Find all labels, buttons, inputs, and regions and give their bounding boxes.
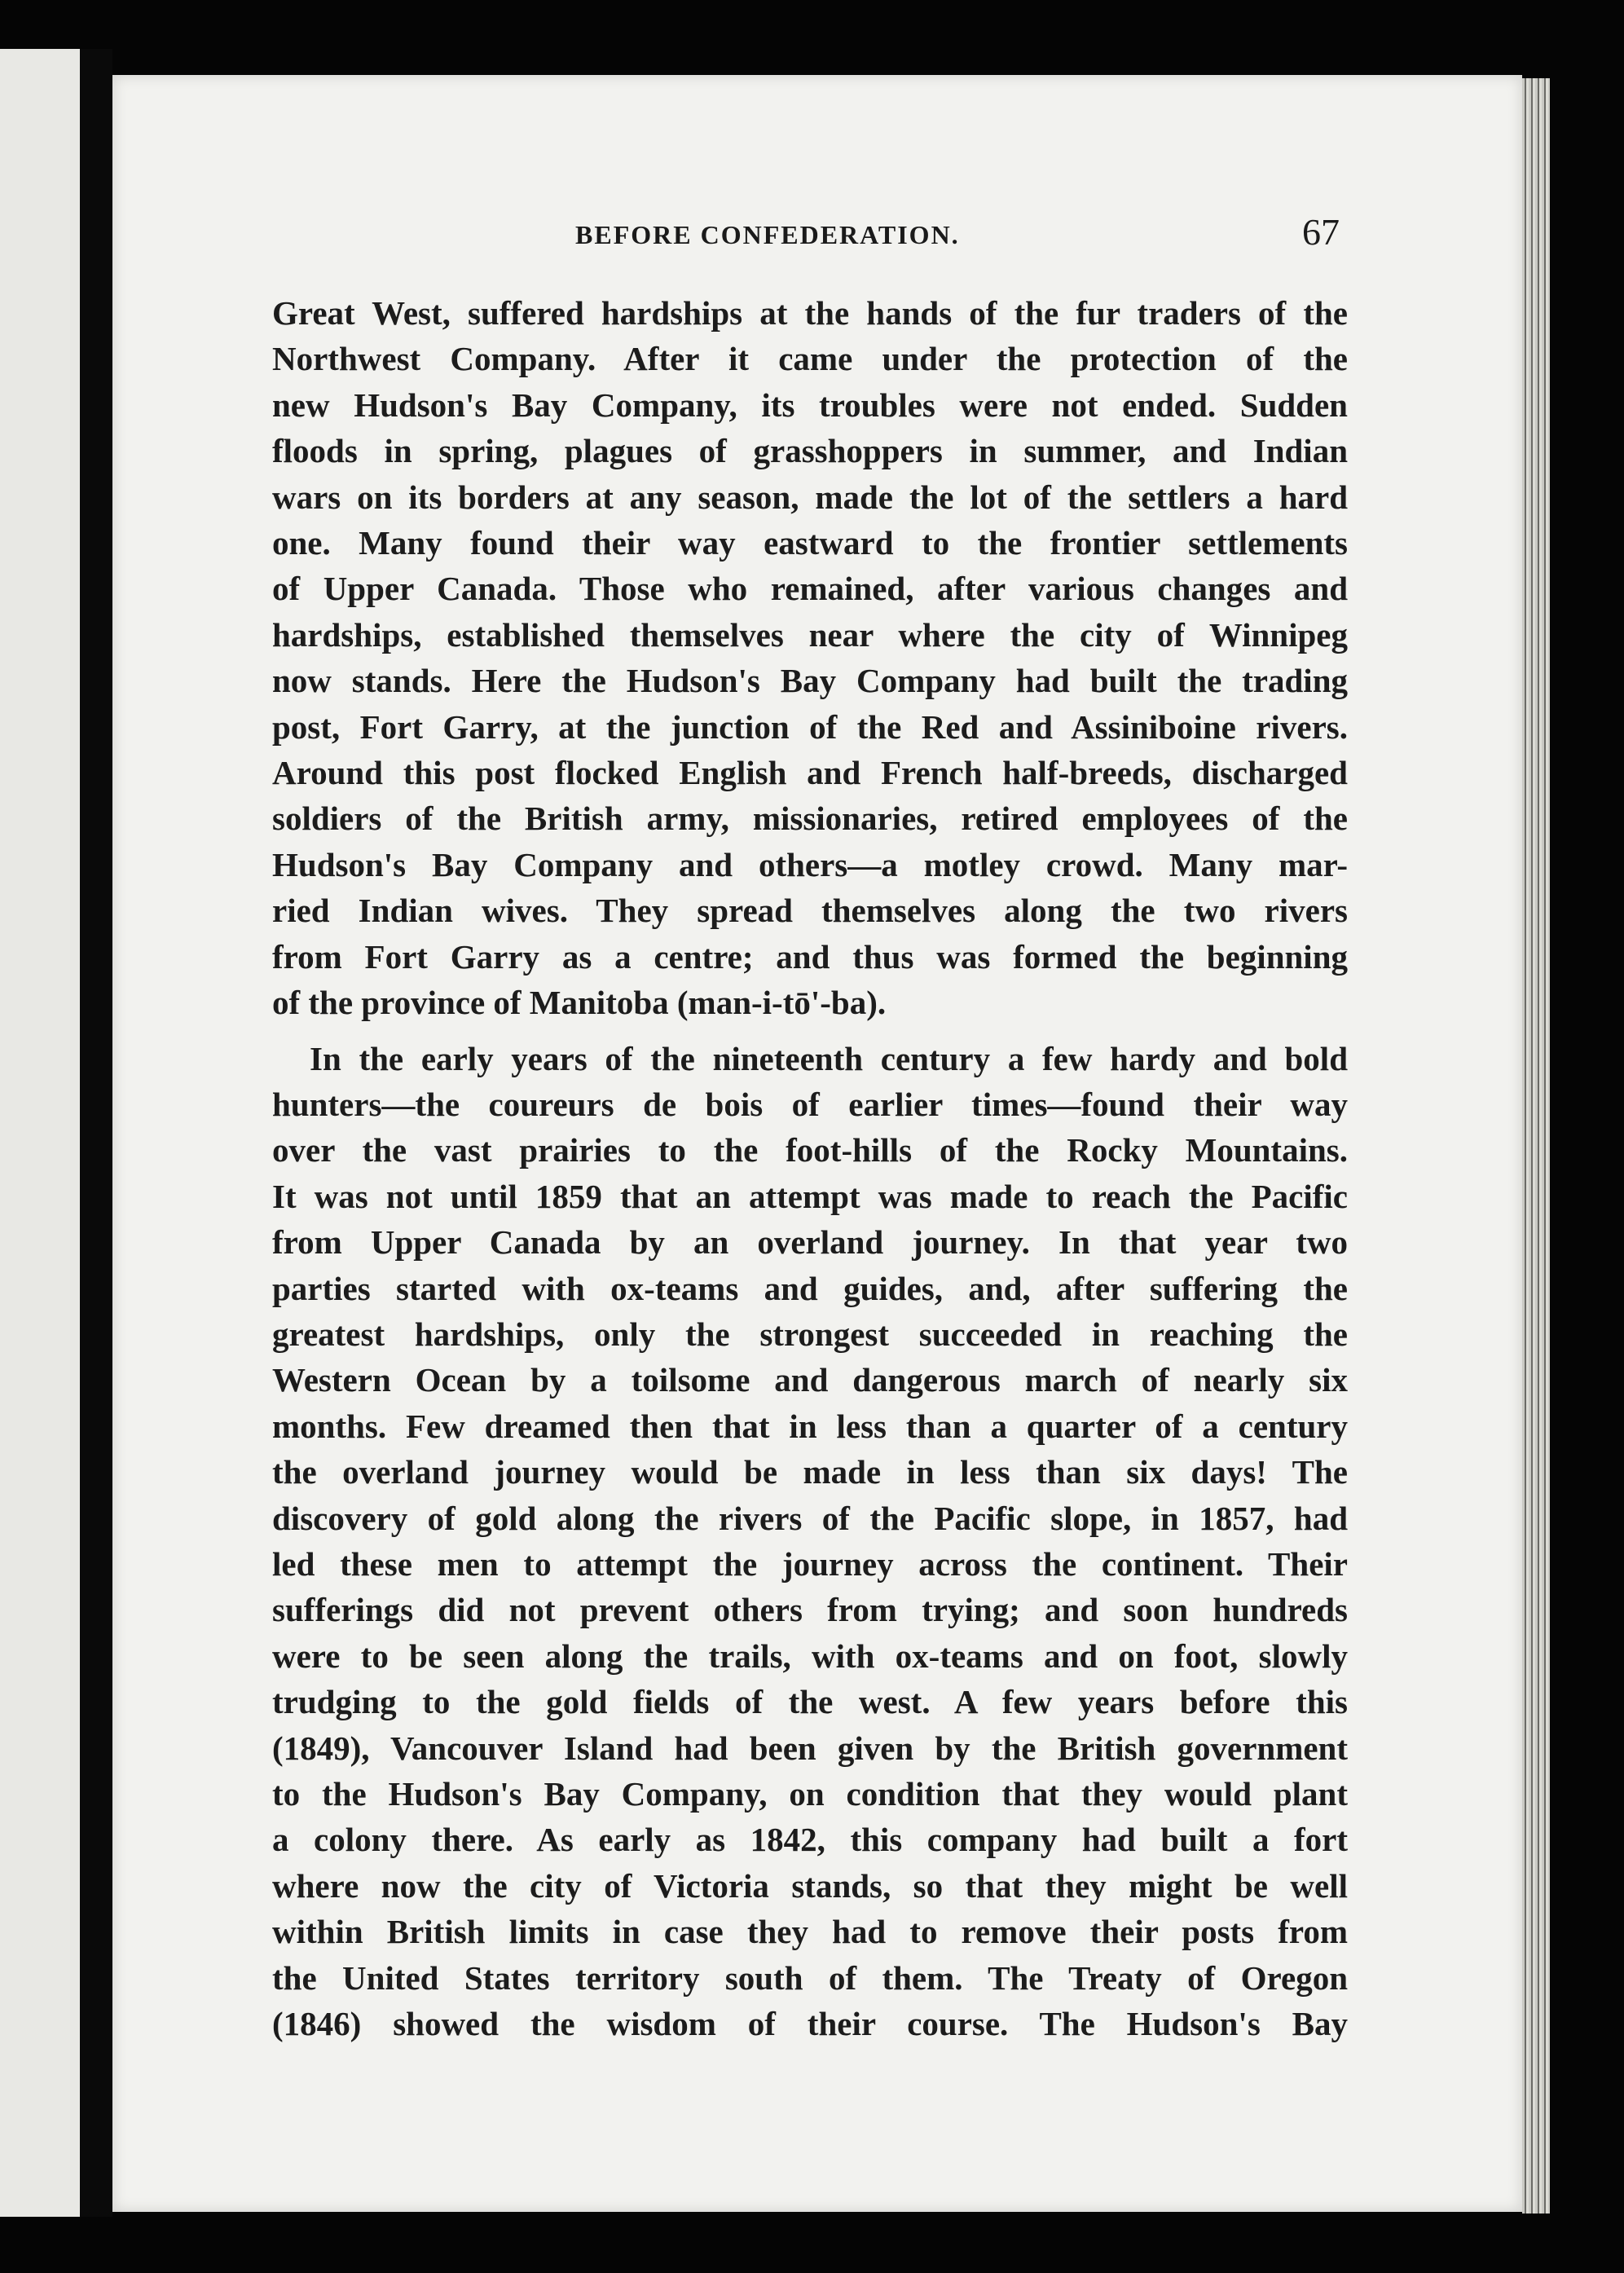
text-line: from Fort Garry as a centre; and thus was formed the beginning (272, 937, 1348, 976)
facing-page-edge (0, 49, 80, 2217)
text-line: soldiers of the British army, missionaries, retired employees of the (272, 800, 1348, 838)
text-line: Western Ocean by a toilsome and dangerous march of nearly six (272, 1361, 1348, 1399)
text-line: parties started with ox-teams and guides, and, after suffering the (272, 1269, 1348, 1307)
body-text (272, 290, 1348, 2046)
text-line: within British limits in case they had to remove their posts from (272, 1913, 1348, 1951)
text-line: were to be seen along the trails, with ox-teams and on foot, slowly (272, 1636, 1348, 1675)
paragraph-1 (272, 290, 1348, 1026)
text-line: of Upper Canada. Those who remained, after various changes and (272, 570, 1348, 608)
text-line: greatest hardships, only the strongest succeeded in reaching the (272, 1315, 1348, 1353)
text-line: Northwest Company. After it came under the protection of the (272, 340, 1348, 378)
text-line: to the Hudson's Bay Company, on condition that they would plant (272, 1775, 1348, 1813)
page-edges (1522, 78, 1550, 2214)
text-line: months. Few dreamed then that in less than a quarter of a century (272, 1407, 1348, 1445)
text-line: of the province of Manitoba (man-i-tō'-ba). (272, 984, 887, 1022)
text-line: where now the city of Victoria stands, so that they might be well (272, 1866, 1348, 1905)
running-header: BEFORE CONFEDERATION. (575, 220, 960, 249)
text-line: ried Indian wives. They spread themselves along the two rivers (272, 892, 1348, 930)
text-line: wars on its borders at any season, made the lot of the settlers a hard (272, 478, 1348, 516)
text-line: floods in spring, plagues of grasshoppers in summer, and Indian (272, 432, 1348, 470)
text-line: Hudson's Bay Company and others—a motley crowd. Many mar- (272, 845, 1348, 883)
text-line: hunters—the coureurs de bois of earlier times—found their way (272, 1085, 1348, 1123)
text-line: (1846) showed the wisdom of their course. The Hudson's Bay (272, 2005, 1348, 2043)
text-line: new Hudson's Bay Company, its troubles were not ended. Sudden (272, 385, 1348, 424)
text-line: the overland journey would be made in less than six days! The (272, 1453, 1348, 1491)
text-line: It was not until 1859 that an attempt was made to reach the Pacific (272, 1177, 1348, 1215)
text-line: trudging to the gold fields of the west. A few years before this (272, 1683, 1348, 1721)
text-line: the United States territory south of them. The Treaty of Oregon (272, 1958, 1348, 1997)
text-line: led these men to attempt the journey across the continent. Their (272, 1544, 1348, 1583)
paragraph-2 (272, 1036, 1348, 2047)
page-number: 67 (1302, 211, 1340, 253)
text-line: now stands. Here the Hudson's Bay Company had built the trading (272, 662, 1348, 700)
text-line: sufferings did not prevent others from trying; and soon hundreds (272, 1591, 1348, 1629)
text-line: In the early years of the nineteenth century a few hardy and bold (310, 1039, 1348, 1077)
text-line: Around this post flocked English and French half-breeds, discharged (272, 754, 1348, 792)
text-line: post, Fort Garry, at the junction of the Red and Assiniboine rivers. (272, 707, 1348, 746)
text-line: Great West, suffered hardships at the hands of the fur traders of the (272, 294, 1348, 332)
text-line: over the vast prairies to the foot-hills of the Rocky Mountains. (272, 1131, 1348, 1170)
text-line: hardships, established themselves near where the city of Winnipeg (272, 615, 1348, 654)
text-line: discovery of gold along the rivers of the Pacific slope, in 1857, had (272, 1499, 1348, 1537)
text-line: (1849), Vancouver Island had been given by the British government (272, 1729, 1348, 1767)
text-line: from Upper Canada by an overland journey. In that year two (272, 1223, 1348, 1262)
text-line: a colony there. As early as 1842, this company had built a fort (272, 1821, 1348, 1859)
text-line: one. Many found their way eastward to the frontier settlements (272, 524, 1348, 562)
book-gutter (80, 49, 112, 2217)
